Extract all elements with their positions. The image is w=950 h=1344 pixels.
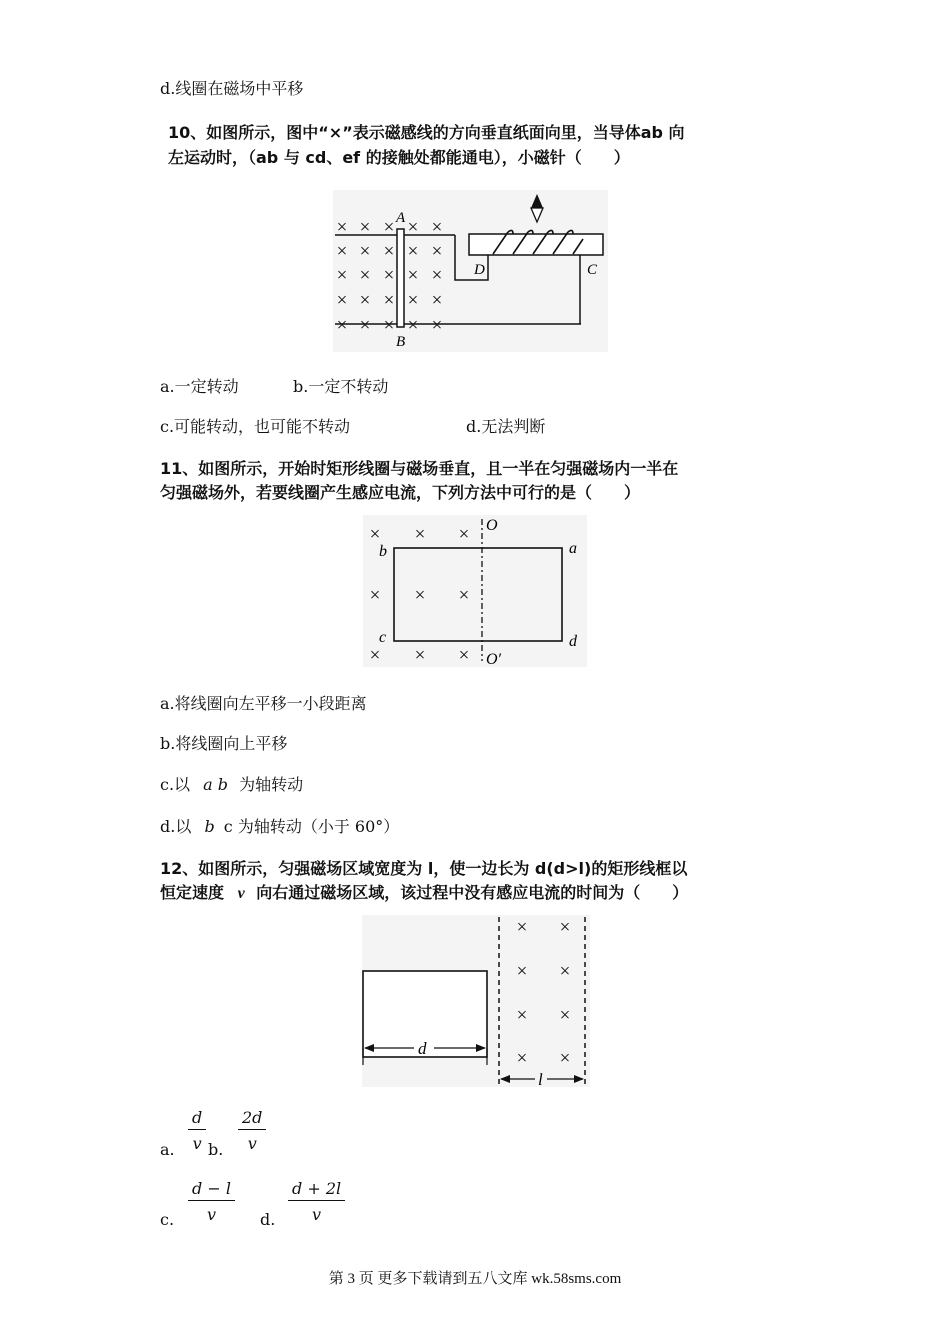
q11-field-cross: × [458,524,470,545]
q10-field-cross: × [383,217,395,238]
q11-field-cross: × [369,585,381,606]
q12-stem-line2 [160,880,688,903]
q10-iron-core [469,234,603,255]
q10-field-cross: × [336,315,348,336]
q12-option-c-numerator: d − l [188,1179,235,1201]
q12-option-d-fraction [288,1179,345,1224]
q12-option-c-denominator: v [206,1205,216,1224]
q10-field-cross: × [407,265,419,286]
q12-figure [362,915,590,1087]
q11-option-d-axis: b [204,817,215,836]
q12-option-b-label: b. [208,1140,224,1159]
q10-label-a: A [396,210,406,226]
q10-field-cross: × [431,315,443,336]
q10-figure [333,190,608,352]
q11-label-c: c [379,629,387,646]
q12-field-cross: × [516,1005,528,1026]
q10-field-cross: × [336,265,348,286]
q11-option-c-suffix: 为轴转动 [239,775,304,794]
q12-field-cross: × [559,917,571,938]
q10-field-cross: × [359,265,371,286]
q10-field-cross: × [383,265,395,286]
q11-field-cross: × [458,585,470,606]
q11-option-b: b.将线圈向上平移 [160,734,288,753]
q11-option-d [160,814,399,837]
q12-velocity-symbol: v [237,885,245,902]
q11-field-cross: × [369,645,381,666]
q12-stem-line2-prefix: 恒定速度 [160,883,225,902]
q11-label-o: O [486,517,498,534]
q11-field-cross: × [414,524,426,545]
q12-stem-line2-suffix: 向右通过磁场区域，该过程中没有感应电流的时间为（ ） [256,883,689,902]
q11-field-cross: × [458,645,470,666]
q12-stem-line1: 12、如图所示，匀强磁场区域宽度为 l，使一边长为 d(d>l)的矩形线框以 [160,859,688,878]
q11-label-b: b [379,543,387,560]
q12-field-cross: × [516,961,528,982]
q12-option-a-denominator: v [192,1134,202,1153]
q11-option-c-axis: a b [203,775,229,794]
q10-field-cross: × [431,217,443,238]
q11-option-c-prefix: c.以 [160,775,191,794]
q10-field-cross: × [407,241,419,262]
q9-option-d: d.线圈在磁场中平移 [160,79,304,98]
q11-stem-line1: 11、如图所示，开始时矩形线圈与磁场垂直，且一半在匀强磁场内一半在 [160,459,679,478]
q10-field-cross: × [383,315,395,336]
q12-label-l: l [538,1070,543,1087]
q10-option-d: d.无法判断 [466,417,546,436]
q12-option-d-numerator: d + 2l [288,1179,345,1201]
q11-label-d: d [569,633,577,650]
q12-option-b-fraction [238,1108,266,1153]
q10-field-cross: × [431,265,443,286]
q10-field-cross: × [359,241,371,262]
q10-field-cross: × [359,217,371,238]
q12-option-b-numerator: 2d [238,1108,266,1130]
q12-field-cross: × [516,1048,528,1069]
q10-label-b: B [396,334,406,350]
q12-option-a-numerator: d [188,1108,206,1130]
q11-field-cross: × [414,645,426,666]
q11-option-d-prefix: d.以 [160,817,192,836]
q10-option-b: b.一定不转动 [293,377,389,396]
q10-field-cross: × [407,217,419,238]
q10-conductor-ab [397,229,404,327]
q12-field-cross: × [559,1005,571,1026]
q11-field-cross: × [369,524,381,545]
q10-field-cross: × [407,315,419,336]
q12-field-cross: × [559,961,571,982]
q10-field-cross: × [431,290,443,311]
q10-field-cross: × [407,290,419,311]
q10-field-cross: × [383,290,395,311]
q12-option-a-fraction [188,1108,206,1153]
q11-stem-line2: 匀强磁场外，若要线圈产生感应电流，下列方法中可行的是（ ） [160,483,641,502]
q10-label-c: C [587,262,598,278]
q10-field-cross: × [359,315,371,336]
q10-stem-line2: 左运动时，（ab 与 cd、ef 的接触处都能通电），小磁针（ ） [168,148,630,167]
q12-option-d-denominator: v [312,1205,322,1224]
q11-figure [363,515,587,667]
q10-field-cross: × [359,290,371,311]
q11-field-cross: × [414,585,426,606]
q10-field-cross: × [431,241,443,262]
q10-field-cross: × [336,290,348,311]
q12-option-b-denominator: v [247,1134,257,1153]
q10-field-cross: × [336,217,348,238]
q10-field-cross: × [383,241,395,262]
q10-label-d: D [474,262,485,278]
q12-label-d: d [418,1039,427,1058]
q12-field-cross: × [516,917,528,938]
q11-option-d-suffix: c 为轴转动（小于 60°） [223,817,400,836]
q11-label-a: a [569,540,577,557]
q12-option-c-fraction [188,1179,235,1224]
q12-option-a-label: a. [160,1140,175,1159]
q10-stem-line1: 10、如图所示，图中“×”表示磁感线的方向垂直纸面向里，当导体ab 向 [168,123,685,142]
q12-option-d-label: d. [260,1210,276,1229]
q12-option-c-label: c. [160,1210,175,1229]
q11-option-a: a.将线圈向左平移一小段距离 [160,694,367,713]
q10-field-cross: × [336,241,348,262]
q10-option-a: a.一定转动 [160,377,239,396]
q12-field-cross: × [559,1048,571,1069]
q10-option-c: c.可能转动，也可能不转动 [160,417,351,436]
page-footer: 第 3 页 更多下载请到五八文库 wk.58sms.com [328,1271,622,1287]
q11-option-c [160,772,303,795]
q11-label-o-prime: O′ [486,651,502,667]
